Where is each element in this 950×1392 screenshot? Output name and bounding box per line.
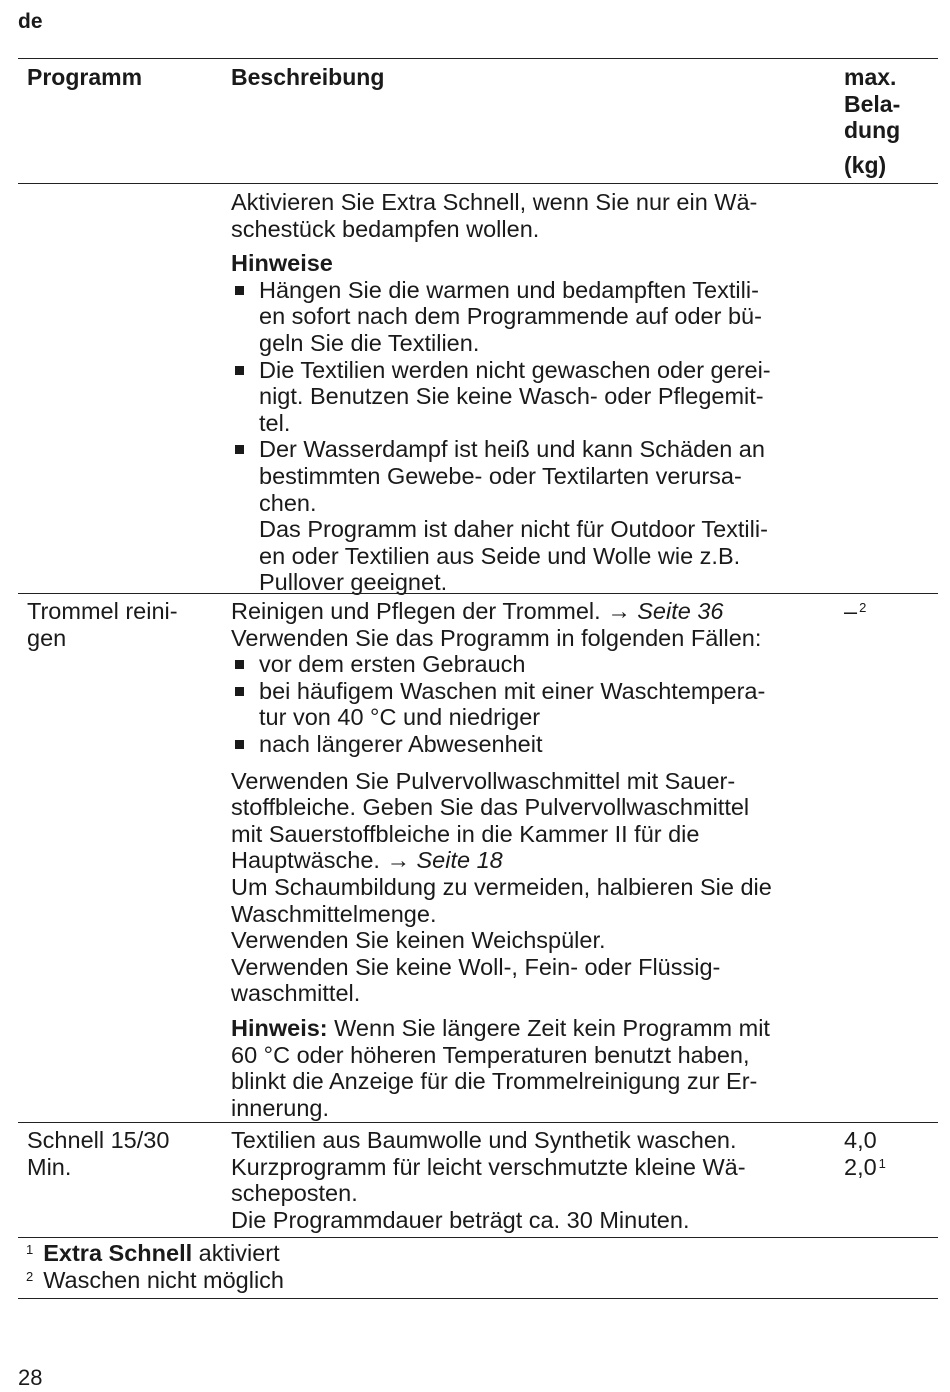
text-line: Der Wasserdampf ist heiß und kann Schäden an xyxy=(259,436,765,463)
text-line: Aktivieren Sie Extra Schnell, wenn Sie nur ein Wä- xyxy=(231,189,758,215)
note-label: Hinweis: xyxy=(231,1014,328,1041)
header-load-unit: (kg) xyxy=(844,151,887,178)
text-span: Wenn Sie längere Zeit kein Programm mit xyxy=(327,1014,770,1041)
header-load-line: max. xyxy=(844,64,897,90)
text-line: Schnell 15/30 xyxy=(27,1127,170,1153)
header-rule xyxy=(18,183,938,184)
load-value: 4,0 xyxy=(844,1127,877,1153)
text-line: Pullover geeignet. xyxy=(259,569,448,596)
list-item xyxy=(231,678,831,731)
page-number: 28 xyxy=(18,1365,43,1390)
header-load-line: dung xyxy=(844,117,901,144)
paragraph xyxy=(231,768,831,1007)
row-rule xyxy=(18,1122,938,1123)
text-line: vor dem ersten Gebrauch xyxy=(259,651,526,678)
text-line: 60 °C oder höheren Temperaturen benutzt haben, xyxy=(231,1041,750,1068)
bullet-square-icon xyxy=(235,286,244,295)
bullet-square-icon xyxy=(235,740,244,749)
text-line: scheposten. xyxy=(231,1180,358,1207)
list-item xyxy=(231,731,831,758)
page-reference-link[interactable]: Seite 18 xyxy=(416,847,503,874)
load-quick xyxy=(844,1127,939,1180)
description-drum-clean xyxy=(231,598,831,1121)
text-line: Verwenden Sie das Programm in folgenden Fällen: xyxy=(231,624,762,651)
list-item xyxy=(231,357,831,437)
continuation-description xyxy=(231,189,831,596)
text-span: Reinigen und Pflegen der Trommel. → xyxy=(231,598,638,624)
row-rule xyxy=(18,1237,938,1238)
text-line: gen xyxy=(27,624,67,651)
text-line: Die Textilien werden nicht gewaschen oder gerei- xyxy=(259,356,771,383)
text-span: Hauptwäsche. → xyxy=(231,847,417,874)
text-line: Trommel reini- xyxy=(27,598,178,624)
column-header-program: Programm xyxy=(27,64,143,90)
text-line: Hängen Sie die warmen und bedampften Textili- xyxy=(259,276,759,303)
note-paragraph xyxy=(231,1015,831,1121)
text-line xyxy=(231,847,831,874)
program-name-quick xyxy=(27,1127,217,1180)
language-tag: de xyxy=(18,10,43,33)
text-span: Extra Schnell xyxy=(43,1240,193,1266)
text-line: bestimmten Gewebe- oder Textilarten verursa- xyxy=(259,462,742,489)
text-span: 2,0 xyxy=(844,1153,877,1180)
column-header-max-load xyxy=(844,64,939,178)
text-line: en oder Textilien aus Seide und Wolle wie z.B. xyxy=(259,542,741,569)
program-name-drum-clean xyxy=(27,598,217,651)
text-line: schestück bedampfen wollen. xyxy=(231,215,540,242)
bullet-square-icon xyxy=(235,366,244,375)
list-item-continuation xyxy=(231,516,831,596)
text-line: stoffbleiche. Geben Sie das Pulvervollwaschmittel xyxy=(231,794,750,821)
page-reference-link[interactable]: Seite 36 xyxy=(637,598,724,624)
footnote-2 xyxy=(26,1267,284,1294)
bullet-square-icon xyxy=(235,687,244,696)
load-drum-clean xyxy=(844,598,939,625)
text-line: en sofort nach dem Programmende auf oder bü- xyxy=(259,303,762,330)
text-line: Verwenden Sie Pulvervollwaschmittel mit Sauer- xyxy=(231,767,736,794)
list-item xyxy=(231,651,831,678)
text-line: geln Sie die Textilien. xyxy=(259,329,480,356)
bullet-square-icon xyxy=(235,660,244,669)
text-line: bei häufigem Waschen mit einer Waschtempera- xyxy=(259,677,766,704)
text-line: tel. xyxy=(259,409,291,436)
text-line: innerung. xyxy=(231,1094,329,1121)
load-value: – xyxy=(844,598,858,624)
notes-title: Hinweise xyxy=(231,250,333,277)
text-span: aktiviert xyxy=(192,1240,280,1266)
footnote-mark: 2 xyxy=(26,1269,34,1284)
text-line: Das Programm ist daher nicht für Outdoor Textili- xyxy=(259,516,768,543)
text-line: Kurzprogramm für leicht verschmutzte kleine Wä- xyxy=(231,1153,746,1180)
text-line: chen. xyxy=(259,489,317,516)
text-line xyxy=(231,598,831,625)
footnote-ref: 2 xyxy=(859,600,867,615)
description-quick xyxy=(231,1127,831,1233)
text-line: tur von 40 °C und niedriger xyxy=(259,704,541,731)
list-item xyxy=(231,436,831,516)
text-line: Verwenden Sie keine Woll-, Fein- oder Flüssig- xyxy=(231,953,721,980)
header-load-line: Bela- xyxy=(844,90,901,117)
text-line: mit Sauerstoffbleiche in die Kammer II für die xyxy=(231,820,700,847)
column-header-description: Beschreibung xyxy=(231,64,385,90)
text-line: Die Programmdauer beträgt ca. 30 Minuten. xyxy=(231,1206,690,1233)
text-line: Textilien aus Baumwolle und Synthetik waschen. xyxy=(231,1127,737,1153)
text-span: Waschen nicht möglich xyxy=(43,1267,284,1293)
bullet-square-icon xyxy=(235,445,244,454)
footnote-ref: 1 xyxy=(878,1155,886,1171)
text-line: waschmittel. xyxy=(231,980,361,1007)
text-line: Um Schaumbildung zu vermeiden, halbieren Sie die xyxy=(231,873,772,900)
text-line: Waschmittelmenge. xyxy=(231,900,437,927)
text-line: Verwenden Sie keinen Weichspüler. xyxy=(231,927,606,954)
row-rule xyxy=(18,593,938,594)
text-line: nach längerer Abwesenheit xyxy=(259,730,543,757)
text-line xyxy=(231,1015,831,1042)
text-line: Min. xyxy=(27,1153,72,1180)
text-line: nigt. Benutzen Sie keine Wasch- oder Pflegemit- xyxy=(259,383,764,410)
text-line: blinkt die Anzeige für die Trommelreinigung zur Er- xyxy=(231,1068,758,1095)
table-top-rule xyxy=(18,58,938,59)
footnote-1 xyxy=(26,1240,280,1267)
footnote-mark: 1 xyxy=(26,1242,34,1257)
load-value xyxy=(844,1154,939,1181)
table-bottom-rule xyxy=(18,1298,938,1299)
list-item xyxy=(231,277,831,357)
